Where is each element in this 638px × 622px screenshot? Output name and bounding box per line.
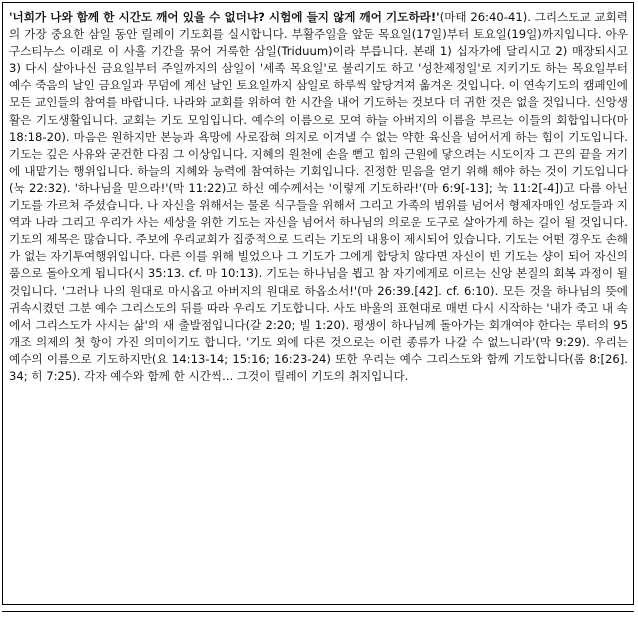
document-frame [2, 2, 634, 605]
document-paragraph: (마태 26:40-41). 그리스도교 교회력의 가장 중요한 삼일 동안 릴레이 기도회를 실시합니다. 부활주일을 앞둔 목요일(17일)부터 토요일(19일)까지입니다. 아우구스티누스 이래로 이 사흘 기간을 묶어 거룩한 삼일(Triduum)이라 부릅니다. 본래 1) 십자가에 달리시고 2) 매장되시고 3) 다시 살아나신 금요일부터 주일까지의 삼일이 '세족 목요일'로 불리기도 하고 '성찬제정일'로 지키기도 하는 목요일부터 예수 죽음의 날인 금요일과 무덤에 계신 날인 토요일까지 삼일로 하루씩 앞당겨져 옮겨온 것입니다. 이 연속기도의 캠페인에 모든 교인들의 참여를 바랍니다. 나라와 교회를 위하여 한 시간을 내어 기도하는 것보다 더 귀한 것은 없을 것입니다. 신앙생활은 기도생활입니다. 교회는 기도 모임입니다. 예수의 이름으로 모여 하늘 아버지의 이름을 부르는 이들의 회합입니다(마 18:18-20). 마음은 원하지만 본능과 욕망에 사로잡혀 의지로 이겨낼 수 없는 약한 육신을 넘어서게 하는 힘이 기도입니다. 기도는 깊은 사유와 굳건한 다짐 그 이상입니다. 지혜의 원천에 손을 뻗고 힘의 근원에 닿으려는 시도이자 그 끈의 끝을 거기에 내맡기는 행위입니다. 하늘의 지혜와 능력에 참여하는 기회입니다. 진정한 믿음을 얻기 위해 해야 하는 것이 기도입니다(눅 22:32). '하나님을 믿으라!'(막 11:22)고 하신 예수께서는 '이렇게 기도하라!'(마 6:9[-13]; 눅 11:2[-4])고 다름 아닌 기도를 가르쳐 주셨습니다. 나 자신을 위해서는 물론 식구들을 위해서 그리고 가족의 범위를 넘어서 형제자매인 성도들과 지역과 나라 그리고 우리가 사는 세상을 위한 기도는 자신을 넘어서 하나님의 의로운 도구로 살아가게 하는 길이 될 것입니다. 기도의 제목은 많습니다. 주보에 우리교회가 집중적으로 드리는 기도의 내용이 제시되어 있습니다. 기도는 어떤 경우도 손해가 없는 자기투여행위입니다. 다른 이를 위해 빌었으나 그 기도가 그에게 합당치 않다면 자신이 빈 기도는 샹이 되어 자신의 품으로 돌아오게 됩니다(시 35:13. cf. 마 10:13). 기도는 하나님을 뵙고 참 자기에게로 이르는 신앙 본질의 회복 과정이 될 것입니다. '그러나 나의 원대로 마시옵고 아버지의 원대로 하옵소서!'(마 26:39.[42]. cf. 6:10). 모든 것을 하나님의 뜻에 귀속시켰던 그분 예수 그리스도의 뒤를 따라 우리도 기도합니다. 사도 바울의 표현대로 매번 다시 시작하는 '내가 죽고 내 속에서 그리스도가 사시는 삶'의 새 출발점입니다(갈 2:20; 빌 1:20). 평생이 하나님께 돌아가는 회개여야 한다는 루터의 95개조 의제의 첫 항이 가진 의미이기도 합니다. '기도 외에 다른 것으로는 이런 종류가 나갈 수 없느니라'(막 9:29). 우리는 예수의 이름으로 기도하지만(요 14:13-14; 15:16; 16:23-24) 또한 우리는 예수 그리스도와 함께 기도합니다(롬 8:[26].34; 히 7:25). 각자 예수와 함께 한 시간씩... 그것이 릴레이 기도의 취지입니다. [9, 10, 628, 383]
scripture-quote-heading: '너희가 나와 함께 한 시간도 깨어 있을 수 없더냐? 시험에 들지 않게 깨어 기도하라!' [9, 10, 440, 24]
document-body [9, 9, 628, 385]
bottom-divider [2, 611, 634, 612]
